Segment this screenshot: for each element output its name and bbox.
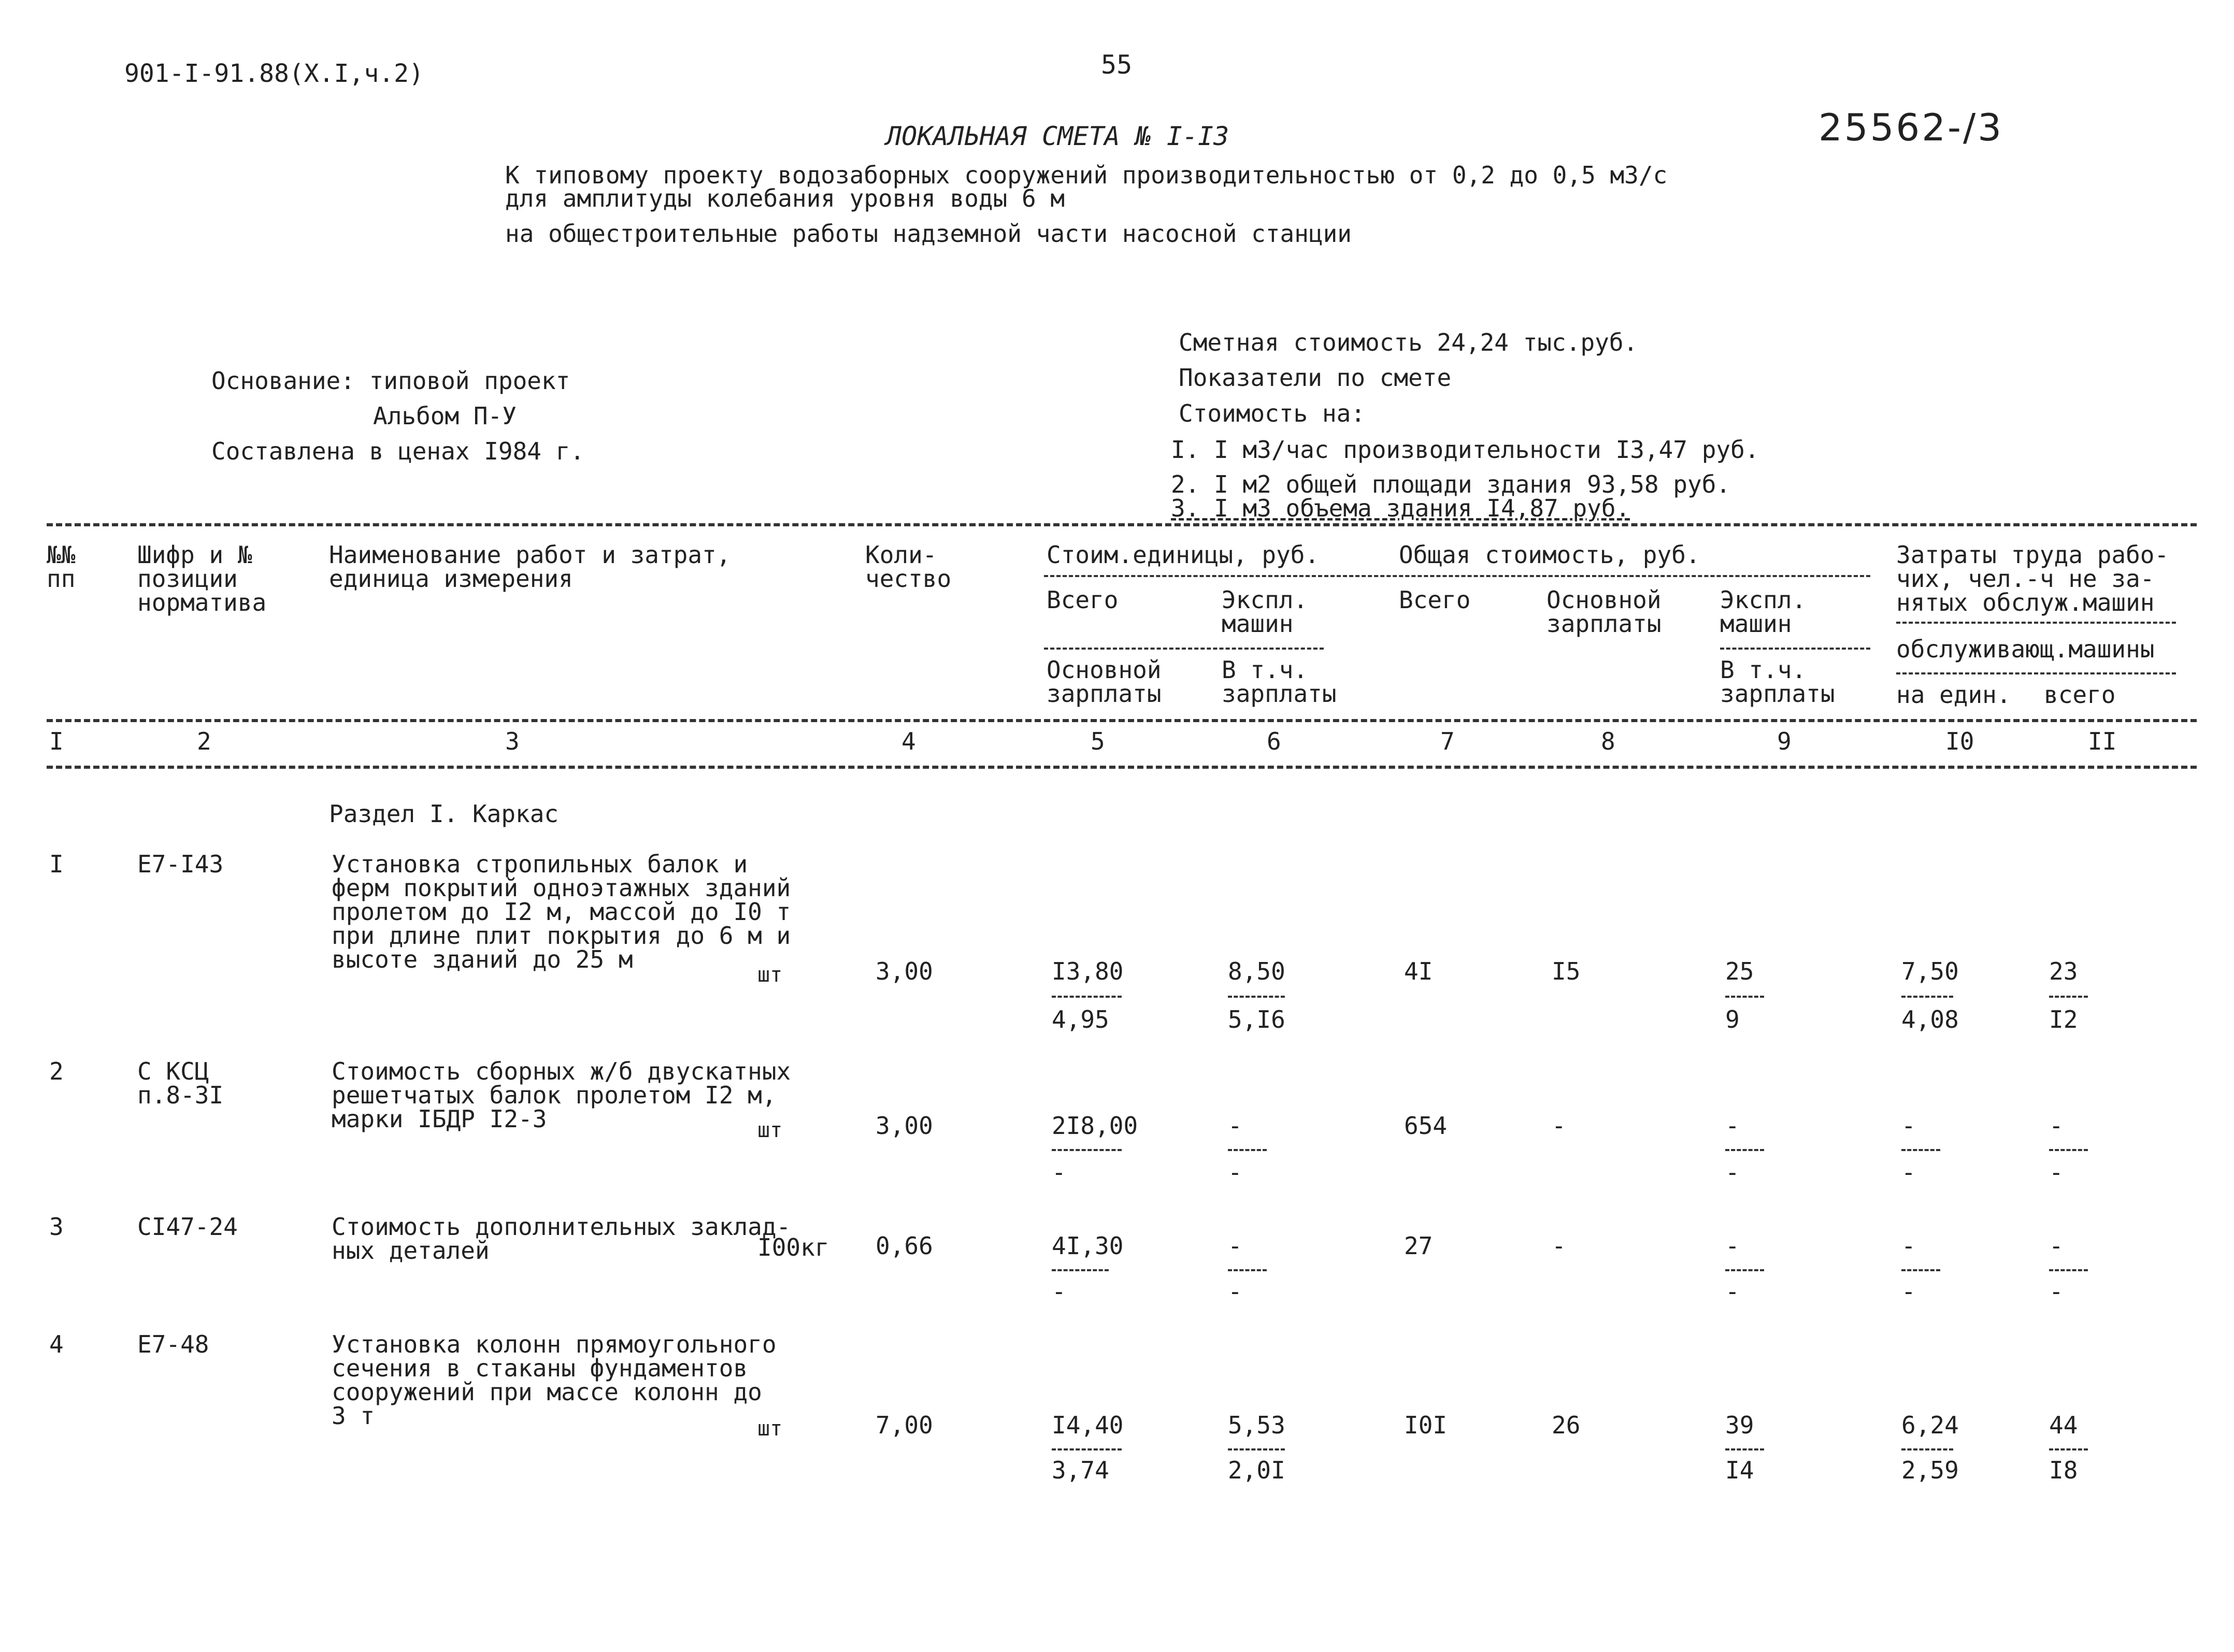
row-unit-machines: - <box>1228 1232 1242 1260</box>
row-labor-total-machines: - <box>2049 1158 2064 1186</box>
fraction-line <box>1725 1269 1764 1271</box>
row-unit-total: I3,80 <box>1052 957 1124 985</box>
row-unit-machine-wages: 5,I6 <box>1228 1005 1285 1033</box>
row-labor-per-unit-machines: 2,59 <box>1901 1456 1959 1484</box>
row-unit: шт <box>757 963 783 987</box>
labor-header-rule <box>1896 622 2176 624</box>
row-unit: шт <box>757 1118 783 1142</box>
row-total-machines: - <box>1725 1232 1740 1260</box>
col-header-5-top: Всего <box>1047 586 1119 614</box>
table-top-rule <box>47 523 2197 526</box>
page-number: 55 <box>1101 50 1133 80</box>
row-code: С КСЦ п.8-3I <box>137 1057 224 1109</box>
row-labor-total-machines: I8 <box>2049 1456 2078 1484</box>
row-unit: шт <box>757 1417 783 1441</box>
row-total-machines: 25 <box>1725 957 1754 985</box>
row-name: Стоимость дополнительных заклад- ных деталей <box>332 1213 791 1265</box>
row-total: 654 <box>1404 1112 1448 1140</box>
col-number-6: 6 <box>1267 727 1281 755</box>
row-total-machine-wages: - <box>1725 1158 1740 1186</box>
basis-line-1: Основание: типовой проект <box>211 367 570 395</box>
row-total-wages: - <box>1552 1232 1566 1260</box>
fraction-line <box>1052 1269 1109 1271</box>
row-total: I0I <box>1404 1411 1448 1439</box>
row-total-wages: I5 <box>1552 957 1581 985</box>
col-header-unit-cost: Стоим.единицы, руб. <box>1047 541 1320 569</box>
labor-sub-rule <box>1896 672 2176 674</box>
col-number-4: 4 <box>901 727 916 755</box>
row-unit-wages: 3,74 <box>1052 1456 1109 1484</box>
row-number: I <box>49 850 64 878</box>
fraction-line <box>2049 1149 2088 1151</box>
fraction-line <box>1052 1448 1122 1450</box>
fraction-line <box>1228 1149 1267 1151</box>
row-labor-per-unit: - <box>1901 1232 1916 1260</box>
row-name: Установка колонн прямоугольного сечения в стаканы фундаментов сооружений при массе колонн до 3 т <box>332 1330 777 1430</box>
row-labor-per-unit-machines: - <box>1901 1277 1916 1305</box>
row-total-wages: - <box>1552 1112 1566 1140</box>
row-unit-wages: - <box>1052 1277 1066 1305</box>
col-header-9-top: Экспл. машин <box>1720 586 1807 638</box>
row-name: Установка стропильных балок и ферм покрытий одноэтажных зданий пролетом до I2 м, массой до I0 т при длине плит покрытия до 6 м и высоте зданий до 25 м <box>332 850 791 973</box>
subtitle-line-3: на общестроительные работы надземной части насосной станции <box>505 220 1352 248</box>
row-unit-machine-wages: 2,0I <box>1228 1456 1285 1484</box>
col-header-labor: Затраты труда рабо- чих, чел.-ч не за- нятых обслуж.машин <box>1896 541 2169 616</box>
col-header-number: №№ пп <box>47 541 76 593</box>
row-unit-machine-wages: - <box>1228 1158 1242 1186</box>
col-header-10: на един. <box>1896 681 2011 709</box>
fraction-line <box>2049 1448 2088 1450</box>
row-unit-machine-wages: - <box>1228 1277 1242 1305</box>
fraction-line <box>1228 1448 1285 1450</box>
row-quantity: 0,66 <box>876 1232 933 1260</box>
row-labor-per-unit: - <box>1901 1112 1916 1140</box>
col-header-code: Шифр и № позиции норматива <box>137 541 267 616</box>
indicator-item-2: 2. I м2 общей площади здания 93,58 руб. <box>1171 470 1731 498</box>
numbers-bottom-rule <box>47 766 2197 769</box>
col-number-3: 3 <box>505 727 520 755</box>
col-header-11: всего <box>2044 681 2116 709</box>
fraction-line <box>1725 996 1764 998</box>
row-name: Стоимость сборных ж/б двускатных решетчатых балок пролетом I2 м, марки IБДР I2-3 <box>332 1057 791 1133</box>
header-bottom-rule <box>47 719 2197 722</box>
row-labor-total-machines: - <box>2049 1277 2064 1305</box>
unit-cost-split-rule <box>1044 648 1324 650</box>
row-unit-total: 2I8,00 <box>1052 1112 1138 1140</box>
row-code: Е7-48 <box>137 1330 209 1358</box>
indicator-item-1: I. I м3/час производительности I3,47 руб. <box>1171 436 1759 464</box>
col-header-5-bottom: Основной зарплаты <box>1047 656 1162 708</box>
col-header-6-top: Экспл. машин <box>1222 586 1308 638</box>
row-labor-total: 44 <box>2049 1411 2078 1439</box>
row-labor-total: - <box>2049 1112 2064 1140</box>
row-unit-machines: 5,53 <box>1228 1411 1285 1439</box>
fraction-line <box>2049 996 2088 998</box>
row-number: 4 <box>49 1330 64 1358</box>
row-unit-total: 4I,30 <box>1052 1232 1124 1260</box>
fraction-line <box>1901 1448 1953 1450</box>
fraction-line <box>1052 1149 1122 1151</box>
fraction-line <box>2049 1269 2088 1271</box>
unit-cost-rule <box>1044 575 1870 577</box>
col-header-8: Основной зарплаты <box>1546 586 1662 638</box>
handwritten-number: 25562-/3 <box>1818 106 2004 149</box>
row-total-wages: 26 <box>1552 1411 1581 1439</box>
row-quantity: 7,00 <box>876 1411 933 1439</box>
row-total-machines: - <box>1725 1112 1740 1140</box>
row-quantity: 3,00 <box>876 957 933 985</box>
col-number-10: I0 <box>1945 727 1974 755</box>
row-number: 3 <box>49 1213 64 1241</box>
row-unit: I00кг <box>757 1233 829 1261</box>
row-total: 27 <box>1404 1232 1433 1260</box>
indicators-heading: Показатели по смете <box>1179 364 1452 392</box>
col-number-1: I <box>49 727 64 755</box>
row-number: 2 <box>49 1057 64 1085</box>
col-header-quantity: Коли- чество <box>865 541 952 593</box>
fraction-line <box>1228 1269 1267 1271</box>
row-labor-per-unit-machines: - <box>1901 1158 1916 1186</box>
basis-line-3: Составлена в ценах I984 г. <box>211 437 585 465</box>
row-total: 4I <box>1404 957 1433 985</box>
document-code: 901-I-91.88(Х.I,ч.2) <box>124 59 424 88</box>
basis-line-2: Альбом П-У <box>373 402 517 430</box>
col-number-5: 5 <box>1091 727 1105 755</box>
row-code: Е7-I43 <box>137 850 224 878</box>
fraction-line <box>1725 1149 1764 1151</box>
row-quantity: 3,00 <box>876 1112 933 1140</box>
fraction-line <box>1725 1448 1764 1450</box>
indicator-item-3: 3. I м3 объема здания I4,87 руб. <box>1171 494 1630 522</box>
row-total-machine-wages: I4 <box>1725 1456 1754 1484</box>
row-labor-total: - <box>2049 1232 2064 1260</box>
fraction-line <box>1901 996 1953 998</box>
subtitle-line-2: для амплитуды колебания уровня воды 6 м <box>505 184 1065 212</box>
fraction-line <box>1052 996 1122 998</box>
col-number-11: II <box>2088 727 2117 755</box>
row-labor-per-unit-machines: 4,08 <box>1901 1005 1959 1033</box>
fraction-line <box>1901 1269 1940 1271</box>
row-unit-wages: 4,95 <box>1052 1005 1109 1033</box>
col-number-8: 8 <box>1601 727 1615 755</box>
subtitle-line-1: К типовому проекту водозаборных сооружений производительностью от 0,2 до 0,5 м3/с <box>505 161 1668 189</box>
col-header-name: Наименование работ и затрат, единица измерения <box>329 541 731 593</box>
col-number-7: 7 <box>1440 727 1455 755</box>
col-header-6-bottom: В т.ч. зарплаты <box>1222 656 1337 708</box>
estimated-cost: Сметная стоимость 24,24 тыс.руб. <box>1179 328 1638 356</box>
fraction-line <box>1901 1149 1940 1151</box>
estimate-title: ЛОКАЛЬНАЯ СМЕТА № I-I3 <box>886 121 1229 151</box>
row-unit-machines: 8,50 <box>1228 957 1285 985</box>
fraction-line <box>1228 996 1285 998</box>
col-number-2: 2 <box>197 727 211 755</box>
row-labor-total: 23 <box>2049 957 2078 985</box>
col-header-total-cost: Общая стоимость, руб. <box>1399 541 1700 569</box>
cost-per-label: Стоимость на: <box>1179 399 1366 427</box>
row-total-machines: 39 <box>1725 1411 1754 1439</box>
row-labor-per-unit: 6,24 <box>1901 1411 1959 1439</box>
col-header-9-bottom: В т.ч. зарплаты <box>1720 656 1835 708</box>
col-header-labor-sub: обслуживающ.машины <box>1896 635 2155 663</box>
row-unit-total: I4,40 <box>1052 1411 1124 1439</box>
row-code: СI47-24 <box>137 1213 238 1241</box>
row-labor-total-machines: I2 <box>2049 1005 2078 1033</box>
row-unit-machines: - <box>1228 1112 1242 1140</box>
row-unit-wages: - <box>1052 1158 1066 1186</box>
row-total-machine-wages: 9 <box>1725 1005 1740 1033</box>
col-number-9: 9 <box>1777 727 1792 755</box>
row-labor-per-unit: 7,50 <box>1901 957 1959 985</box>
mach-split-rule <box>1720 648 1870 650</box>
row-total-machine-wages: - <box>1725 1277 1740 1305</box>
section-title: Раздел I. Каркас <box>329 800 559 828</box>
col-header-7: Всего <box>1399 586 1471 614</box>
